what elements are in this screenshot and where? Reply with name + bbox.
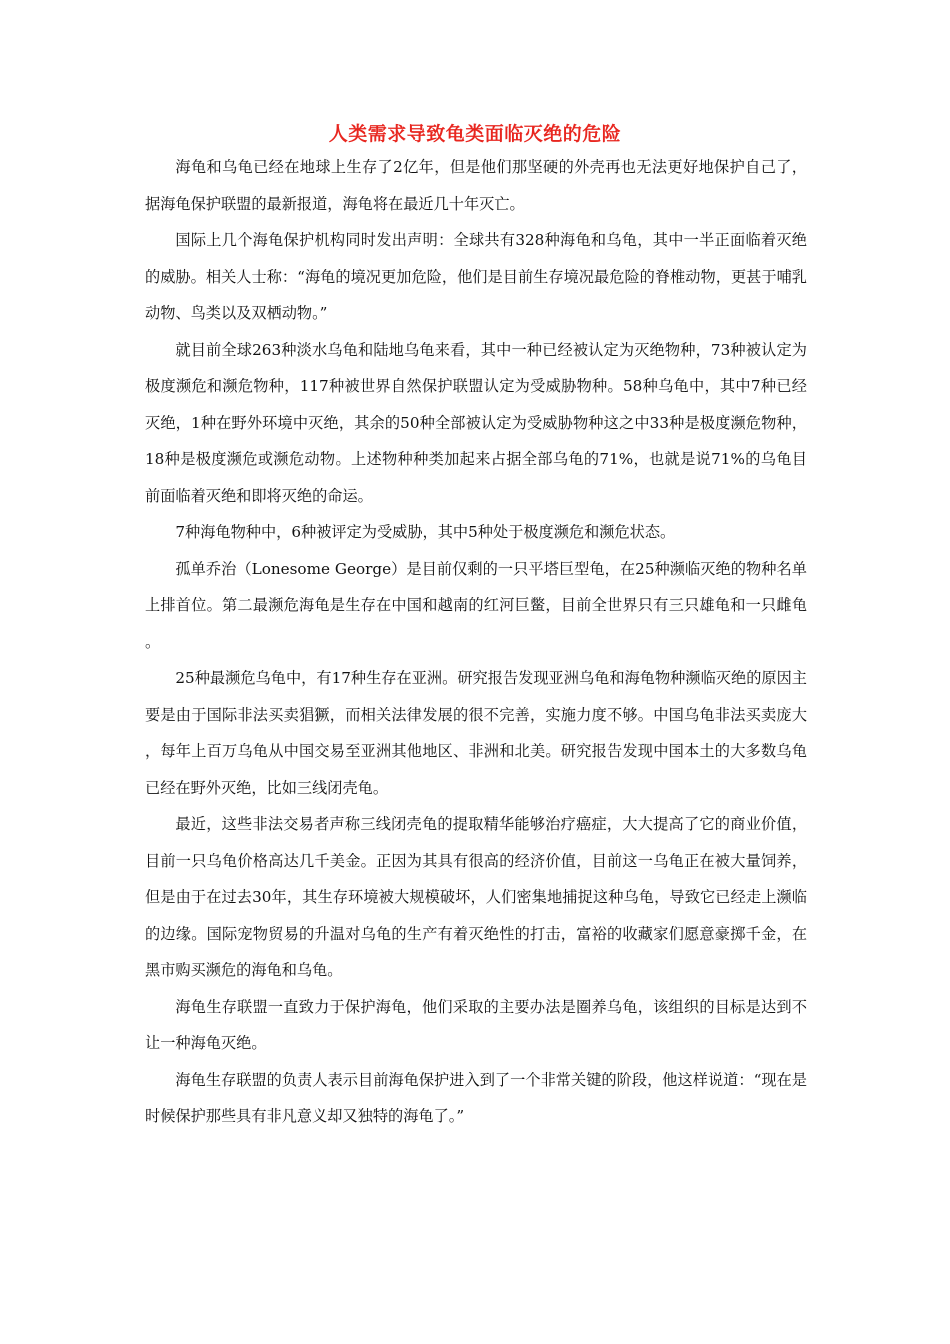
- paragraph: 国际上几个海龟保护机构同时发出声明：全球共有328种海龟和乌龟，其中一半正面临着灭绝的威胁。相关人士称：“海龟的境况更加危险，他们是目前生存境况最危险的脊椎动物，更甚于哺乳动物、鸟类以及双栖动物。”: [145, 231, 807, 322]
- paragraph: 7种海龟物种中，6种被评定为受威胁，其中5种处于极度濒危和濒危状态。: [175, 523, 676, 541]
- paragraph: 最近，这些非法交易者声称三线闭壳龟的提取精华能够治疗癌症，大大提高了它的商业价值，目前一只乌龟价格高达几千美金。正因为其具有很高的经济价值，目前这一乌龟正在被大量饲养，但是由于在过去30年，其生存环境被大规模破坏，人们密集地捕捉这种乌龟，导致它已经走上濒临的边缘。国际宠物贸易的升温对乌龟的生产有着灭绝性的打击，富裕的收藏家们愿意豪掷千金，在黑市购买濒危的海龟和乌龟。: [145, 815, 807, 979]
- paragraph: 25种最濒危乌龟中，有17种生存在亚洲。研究报告发现亚洲乌龟和海龟物种濒临灭绝的原因主要是由于国际非法买卖猖獗，而相关法律发展的很不完善，实施力度不够。中国乌龟非法买卖庞大，每年上百万乌龟从中国交易至亚洲其他地区、非洲和北美。研究报告发现中国本土的大多数乌龟已经在野外灭绝，比如三线闭壳龟。: [145, 669, 807, 797]
- paragraph: 海龟生存联盟的负责人表示目前海龟保护进入到了一个非常关键的阶段，他这样说道：“现在是时候保护那些具有非凡意义却又独特的海龟了。”: [145, 1070, 807, 1125]
- document-body: [145, 149, 807, 1135]
- paragraph: 就目前全球263种淡水乌龟和陆地乌龟来看，其中一种已经被认定为灭绝物种，73种被认定为极度濒危和濒危物种，117种被世界自然保护联盟认定为受威胁物种。58种乌龟中，其中7种已经灭绝，1种在野外环境中灭绝，其余的50种全部被认定为受威胁物种这之中33种是极度濒危物种，18种是极度濒危或濒危动物。上述物种种类加起来占据全部乌龟的71%，也就是说71%的乌龟目前面临着灭绝和即将灭绝的命运。: [145, 340, 807, 505]
- document-title: 人类需求导致龟类面临灭绝的危险: [328, 123, 622, 145]
- paragraph: 孤单乔治（Lonesome George）是目前仅剩的一只平塔巨型龟，在25种濒临灭绝的物种名单上排首位。第二最濒危海龟是生存在中国和越南的红河巨鳖，目前全世界只有三只雄龟和一只雌龟。: [145, 559, 807, 651]
- paragraph: 海龟生存联盟一直致力于保护海龟，他们采取的主要办法是圈养乌龟，该组织的目标是达到不让一种海龟灭绝。: [145, 997, 807, 1052]
- paragraph: 海龟和乌龟已经在地球上生存了2亿年，但是他们那坚硬的外壳再也无法更好地保护自己了，据海龟保护联盟的最新报道，海龟将在最近几十年灭亡。: [145, 158, 807, 213]
